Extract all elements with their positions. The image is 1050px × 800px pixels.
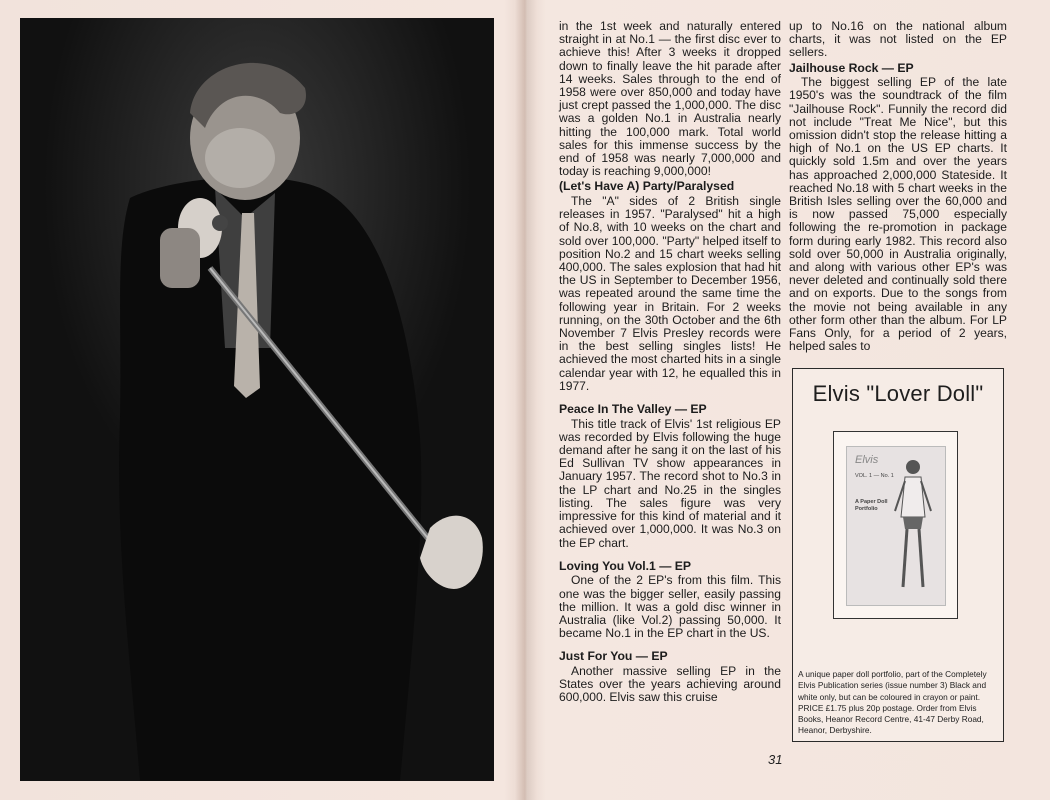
paragraph: Another massive selling EP in the States over the years achieving around 600,000. Elvis saw this cruise [559,663,781,705]
paper-doll-cover [846,446,946,606]
paragraph: in the 1st week and naturally entered straight in at No.1 — the first disc ever to achieve this! After 3 weeks it dropped down to finally leave the hit parade after 14 weeks. Sales through to the end of 1958 were over 850,000 and today have just crept passed the 1,000,000. The disc was a golden No.1 in Australia nearly hitting the 100,000 mark. Total world sales for this immense success by the end of 1958 was nearly 7,000,000 and today is reaching 9,000,000! [559,19,781,179]
advert-box [792,368,1004,742]
paragraph: This title track of Elvis' 1st religious EP was recorded by Elvis following the huge demand after he sang it on the last of his Ed Sullivan TV show appearances in January 1957. The record shot to No.3 in the LP chart and No.25 in the singles listing. The sales figure was very impressive for this kind of material and it achieved over 1,000,000. It was No.3 on the EP chart. [559,416,781,550]
section-heading: Loving You Vol.1 — EP [559,558,692,573]
section-heading: Peace In The Valley — EP [559,402,707,417]
section-heading: Jailhouse Rock — EP [789,60,914,75]
paragraph: The biggest selling EP of the late 1950's was the soundtrack of the film "Jailhouse Rock". Funnily the record did not include "Treat Me Nice", but this omission didn't stop the release hitting a high of No.1 on the US EP charts. It quickly sold 1.5m and over the years has approached 2,000,000 Stateside. It reached No.18 with 5 chart weeks in the British Isles selling over the 60,000 and is now passed 75,000 especially following the re-promotion in package form during early 1982. This record also sold over 50,000 in Australia originally, and along with various other EP's was never deleted and continually sold there and on exports. Due to the songs from the movie not being available in any other form other than the album. For LP Fans Only, for a period of 2 years, helped sales to [789,75,1007,354]
paragraph: The "A" sides of 2 British single releases in 1957. "Paralysed" hit a high of No.8, with 10 weeks on the chart and sold over 100,000. "Party" helped itself to position No.2 and 15 chart weeks selling 400,000. The sales explosion that had hit the US in September to December 1956, was repeated around the same time the following year in Britain. For 2 weeks running, on the 30th October and the 6th November 7 Elvis Presley records were in the best selling singles lists! He achieved the most charted hits in a single calendar year with 12, he equalled this in 1977. [559,194,781,393]
advert-title: Elvis "Lover Doll" [812,381,984,406]
advert-image-frame [833,431,958,619]
paragraph: One of the 2 EP's from this film. This one was the bigger seller, easily passing the million. It was a gold disc winner in Australia (like Vol.2) passing 50,000. It became No.1 in the EP chart in the US. [559,573,781,641]
section-heading: Just For You — EP [559,649,668,664]
section-heading: (Let's Have A) Party/Paralysed [559,179,735,194]
cover-title: A Paper Doll Portfolio [855,499,888,512]
page-gutter [515,0,537,800]
advert-caption: A unique paper doll portfolio, part of the Completely Elvis Publication series (issue number 3) Black and white only, but can be coloured in crayon or paint. PRICE £1.75 plus 20p postage. Order from Elvis Books, Heanor Record Centre, 41-47 Derby Road, Heanor, Derbyshire. [798,669,987,736]
performer-photo [20,18,494,781]
text-column-left [559,20,781,705]
performer-silhouette [20,18,494,781]
paragraph: up to No.16 on the national album charts, it was not listed on the EP sellers. [789,19,1007,60]
cover-logo: Elvis [855,454,879,466]
paper-doll-figure [847,447,947,607]
text-column-right [789,20,1007,353]
cover-volume: VOL. 1 — No. 1 [855,473,894,479]
page-number: 31 [768,752,783,767]
